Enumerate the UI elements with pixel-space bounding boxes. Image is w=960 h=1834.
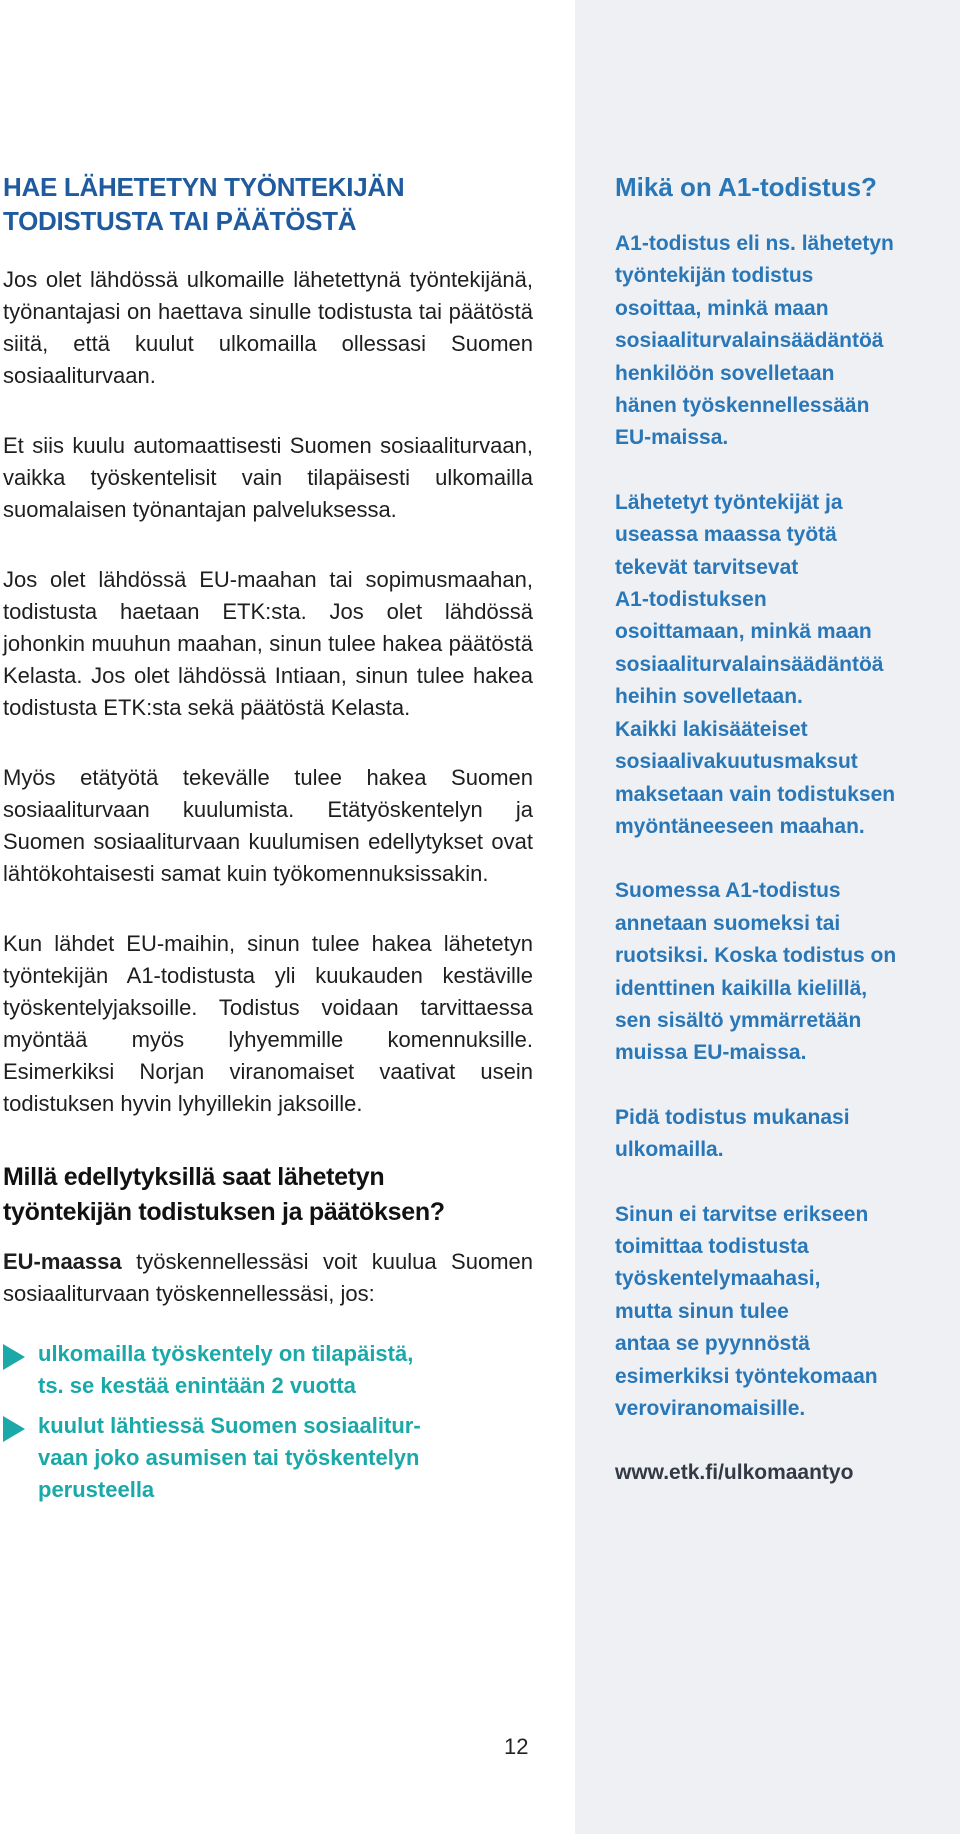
list-item: ulkomailla työskentely on tilapäistä, ts. se kestää enintään 2 vuotta [3, 1338, 533, 1402]
subheading-line: Millä edellytyksillä saat lähetetyn [3, 1163, 385, 1191]
page-number: 12 [504, 1734, 529, 1759]
sidebar-paragraph: Pidä todistus mukanasi ulkomailla. [615, 1105, 850, 1162]
triangle-bullet-icon [3, 1344, 25, 1370]
lead-rest: työskennellessäsi voit kuulua Suomen sosiaaliturvaan työskennellessäsi, jos: [3, 1249, 533, 1306]
heading-line: HAE LÄHETETYN TYÖNTEKIJÄN [3, 172, 405, 202]
page-heading [3, 170, 533, 238]
list-item: kuulut lähtiessä Suomen sosiaalitur- vaan joko asumisen tai työskentelyn perusteella [3, 1410, 533, 1506]
body-paragraph: Et siis kuulu automaattisesti Suomen sosiaaliturvaan, vaikka työskentelisit vain tilapäisesti ulkomailla suomalaisen työnantajan palveluksessa. [3, 433, 533, 522]
heading-line: TODISTUSTA TAI PÄÄTÖSTÄ [3, 206, 357, 236]
sidebar-paragraph: Lähetetyt työntekijät ja useassa maassa työtä tekevät tarvitsevat A1-todistuksen osoittamaan, minkä maan sosiaaliturvalainsäädäntöä heihin sovelletaan. Kaikki lakisääteiset sosiaalivakuutusmaksut maksetaan vain todistuksen myöntäneeseen maahan. [615, 490, 896, 838]
sidebar-url-link[interactable]: www.etk.fi/ulkomaantyo [615, 1461, 854, 1485]
main-column [3, 170, 533, 1514]
triangle-bullet-icon [3, 1416, 25, 1442]
sidebar-title: Mikä on A1-todistus? [615, 172, 877, 202]
sidebar-paragraph: Suomessa A1-todistus annetaan suomeksi tai ruotsiksi. Koska todistus on identtinen kaikilla kielillä, sen sisältö ymmärretään muissa EU-maissa. [615, 879, 897, 1065]
sidebar-content [615, 170, 960, 1490]
lead-bold: EU-maassa [3, 1249, 122, 1274]
section-subheading [3, 1160, 533, 1230]
sidebar-paragraph: Sinun ei tarvitse erikseen toimittaa todistusta työskentelymaahasi, mutta sinun tulee antaa se pyynnöstä esimerkiksi työntekomaan veroviranomaisille. [615, 1202, 878, 1420]
condition-list [3, 1338, 533, 1506]
sidebar-paragraph: A1-todistus eli ns. lähetetyn työntekijän todistus osoittaa, minkä maan sosiaaliturvalainsäädäntöä henkilöön sovelletaan hänen työskennellessään EU-maissa. [615, 232, 894, 450]
body-paragraph: Kun lähdet EU-maihin, sinun tulee hakea lähetetyn työntekijän A1-todistusta yli kuukauden kestäville työskentelyjaksoille. Todistus voidaan tarvittaessa myöntää myös lyhyemmille komennuksille. Esimerkiksi Norjan viranomaiset vaativat usein todistuksen hyvin lyhyillekin jaksoille. [3, 931, 533, 1116]
body-paragraph: Myös etätyötä tekevälle tulee hakea Suomen sosiaaliturvaan kuulumista. Etätyöskentelyn ja Suomen sosiaaliturvaan kuulumisen edellytykset ovat lähtökohtaisesti samat kuin työkomennuksissakin. [3, 765, 533, 886]
body-paragraph: Jos olet lähdössä EU-maahan tai sopimusmaahan, todistusta haetaan ETK:sta. Jos olet lähdössä johonkin muuhun maahan, sinun tulee hakea päätöstä Kelasta. Jos olet lähdössä Intiaan, sinun tulee hakea todistusta ETK:sta sekä päätöstä Kelasta. [3, 567, 533, 720]
body-paragraph: Jos olet lähdössä ulkomaille lähetettynä työntekijänä, työnantajasi on haettava sinulle todistusta tai päätöstä siitä, että kuulut ulkomailla ollessasi Suomen sosiaaliturvaan. [3, 267, 533, 388]
lead-paragraph [3, 1246, 533, 1310]
subheading-line: työntekijän todistuksen ja päätöksen? [3, 1198, 445, 1226]
